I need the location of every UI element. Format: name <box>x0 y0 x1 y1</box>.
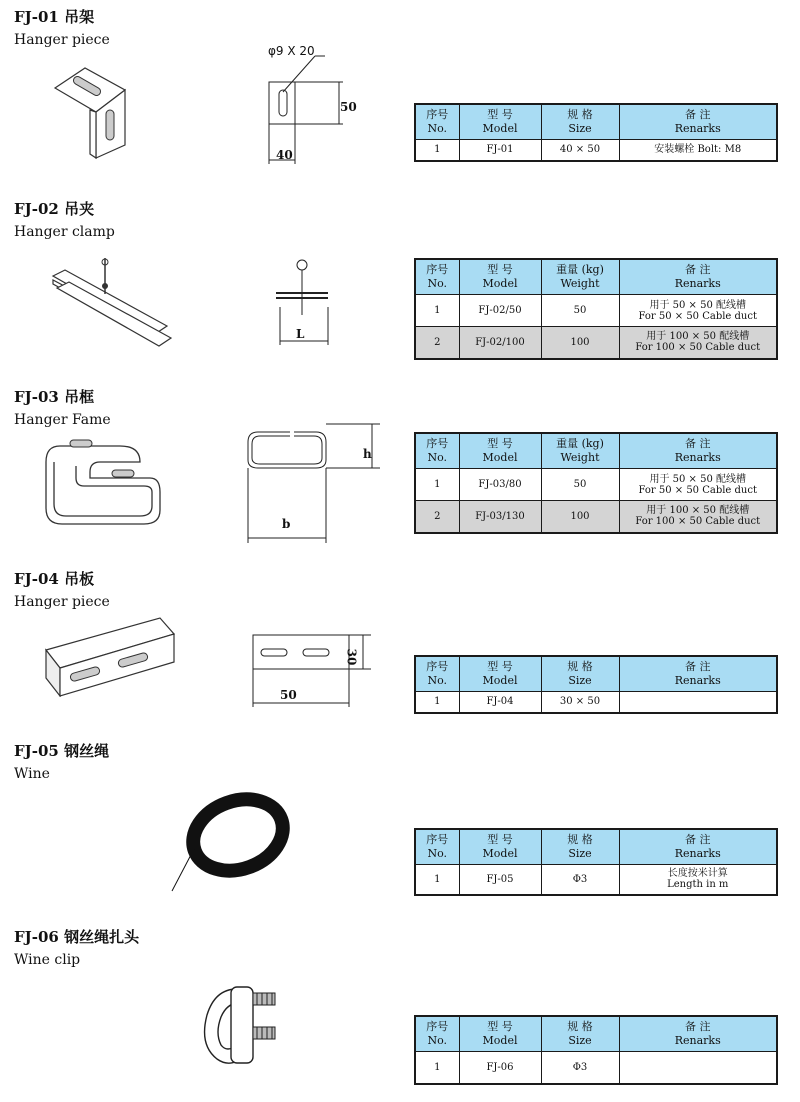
cell-remark <box>619 1052 777 1084</box>
cell-no: 2 <box>415 327 459 359</box>
cell-model: FJ-03/130 <box>459 501 541 533</box>
cell-model: FJ-01 <box>459 140 541 161</box>
table-row <box>415 140 777 161</box>
section-subtitle-fj03: Hanger Fame <box>14 412 111 428</box>
fj01-product-sketch <box>50 60 150 160</box>
header-model: 型 号 Model <box>459 259 541 295</box>
header-model: 型 号 Model <box>459 829 541 865</box>
fj04-dim-width: 50 <box>280 688 297 702</box>
cell-remark <box>619 692 777 713</box>
header-model: 型 号 Model <box>459 433 541 469</box>
fj06-wire-clip-sketch <box>185 975 285 1085</box>
table-row <box>415 501 777 533</box>
fj04-product-sketch <box>40 612 180 697</box>
table-header-row <box>415 656 777 692</box>
cell-weight: 50 <box>541 469 619 501</box>
cell-no: 1 <box>415 140 459 161</box>
cell-size: 40 × 50 <box>541 140 619 161</box>
section-title-fj02: FJ-02 吊夹 <box>14 200 95 218</box>
fj03-spec-table <box>414 432 778 534</box>
fj01-dim-hole: φ9 X 20 <box>268 44 315 58</box>
cell-remark: 用于 100 × 50 配线槽 For 100 × 50 Cable duct <box>619 327 777 359</box>
table-row <box>415 469 777 501</box>
fj02-spec-table <box>414 258 778 360</box>
table-header-row <box>415 1016 777 1052</box>
cell-model: FJ-06 <box>459 1052 541 1084</box>
section-title-fj03: FJ-03 吊框 <box>14 388 95 406</box>
header-size: 规 格 Size <box>541 1016 619 1052</box>
cell-no: 1 <box>415 1052 459 1084</box>
table-row <box>415 1052 777 1084</box>
cell-no: 1 <box>415 469 459 501</box>
fj04-spec-table <box>414 655 778 714</box>
fj03-dim-height: h <box>363 447 372 461</box>
cell-no: 2 <box>415 501 459 533</box>
cell-model: FJ-02/100 <box>459 327 541 359</box>
header-no: 序号 No. <box>415 259 459 295</box>
table-row <box>415 327 777 359</box>
header-no: 序号 No. <box>415 829 459 865</box>
header-no: 序号 No. <box>415 433 459 469</box>
cell-no: 1 <box>415 692 459 713</box>
header-weight: 重量 (kg) Weight <box>541 259 619 295</box>
section-title-fj01: FJ-01 吊架 <box>14 8 95 26</box>
table-row <box>415 692 777 713</box>
header-size: 规 格 Size <box>541 829 619 865</box>
table-header-row <box>415 259 777 295</box>
section-title-fj05: FJ-05 钢丝绳 <box>14 742 110 760</box>
fj01-dim-width: 40 <box>276 148 293 162</box>
section-subtitle-fj04: Hanger piece <box>14 594 110 610</box>
cell-size: Φ3 <box>541 865 619 895</box>
cell-model: FJ-03/80 <box>459 469 541 501</box>
fj02-dimension-drawing <box>268 255 348 350</box>
header-no: 序号 No. <box>415 104 459 140</box>
cell-remark: 用于 50 × 50 配线槽 For 50 × 50 Cable duct <box>619 469 777 501</box>
table-row <box>415 295 777 327</box>
cell-weight: 50 <box>541 295 619 327</box>
fj05-spec-table <box>414 828 778 896</box>
cell-weight: 100 <box>541 501 619 533</box>
header-remarks: 备 注 Renarks <box>619 433 777 469</box>
section-subtitle-fj05: Wine <box>14 766 50 782</box>
table-header-row <box>415 829 777 865</box>
header-remarks: 备 注 Renarks <box>619 1016 777 1052</box>
table-header-row <box>415 104 777 140</box>
cell-remark: 安装螺栓 Bolt: M8 <box>619 140 777 161</box>
cell-model: FJ-04 <box>459 692 541 713</box>
header-model: 型 号 Model <box>459 1016 541 1052</box>
header-no: 序号 No. <box>415 656 459 692</box>
cell-model: FJ-05 <box>459 865 541 895</box>
fj03-product-sketch <box>40 432 165 532</box>
fj05-wire-rope-coil-sketch <box>168 785 293 895</box>
fj06-spec-table <box>414 1015 778 1085</box>
fj03-dimension-drawing <box>240 418 390 548</box>
fj04-dimension-drawing <box>245 625 375 710</box>
fj04-dim-height: 30 <box>344 648 359 666</box>
fj03-dim-width: b <box>282 517 291 531</box>
cell-model: FJ-02/50 <box>459 295 541 327</box>
fj01-spec-table <box>414 103 778 162</box>
cell-no: 1 <box>415 295 459 327</box>
cell-no: 1 <box>415 865 459 895</box>
section-title-fj06: FJ-06 钢丝绳扎头 <box>14 928 140 946</box>
cell-remark: 长度按米计算 Length in m <box>619 865 777 895</box>
header-remarks: 备 注 Renarks <box>619 656 777 692</box>
header-no: 序号 No. <box>415 1016 459 1052</box>
cell-remark: 用于 100 × 50 配线槽 For 100 × 50 Cable duct <box>619 501 777 533</box>
fj02-product-sketch <box>45 250 175 350</box>
section-title-fj04: FJ-04 吊板 <box>14 570 95 588</box>
cell-remark: 用于 50 × 50 配线槽 For 50 × 50 Cable duct <box>619 295 777 327</box>
header-size: 规 格 Size <box>541 104 619 140</box>
section-subtitle-fj06: Wine clip <box>14 952 81 968</box>
header-remarks: 备 注 Renarks <box>619 104 777 140</box>
table-row <box>415 865 777 895</box>
fj02-dim-length: L <box>296 327 305 341</box>
cell-size: Φ3 <box>541 1052 619 1084</box>
cell-size: 30 × 50 <box>541 692 619 713</box>
header-model: 型 号 Model <box>459 104 541 140</box>
header-remarks: 备 注 Renarks <box>619 829 777 865</box>
table-header-row <box>415 433 777 469</box>
fj01-dim-height: 50 <box>340 100 357 114</box>
section-subtitle-fj01: Hanger piece <box>14 32 110 48</box>
header-model: 型 号 Model <box>459 656 541 692</box>
section-subtitle-fj02: Hanger clamp <box>14 224 115 240</box>
header-size: 规 格 Size <box>541 656 619 692</box>
header-remarks: 备 注 Renarks <box>619 259 777 295</box>
header-weight: 重量 (kg) Weight <box>541 433 619 469</box>
cell-weight: 100 <box>541 327 619 359</box>
